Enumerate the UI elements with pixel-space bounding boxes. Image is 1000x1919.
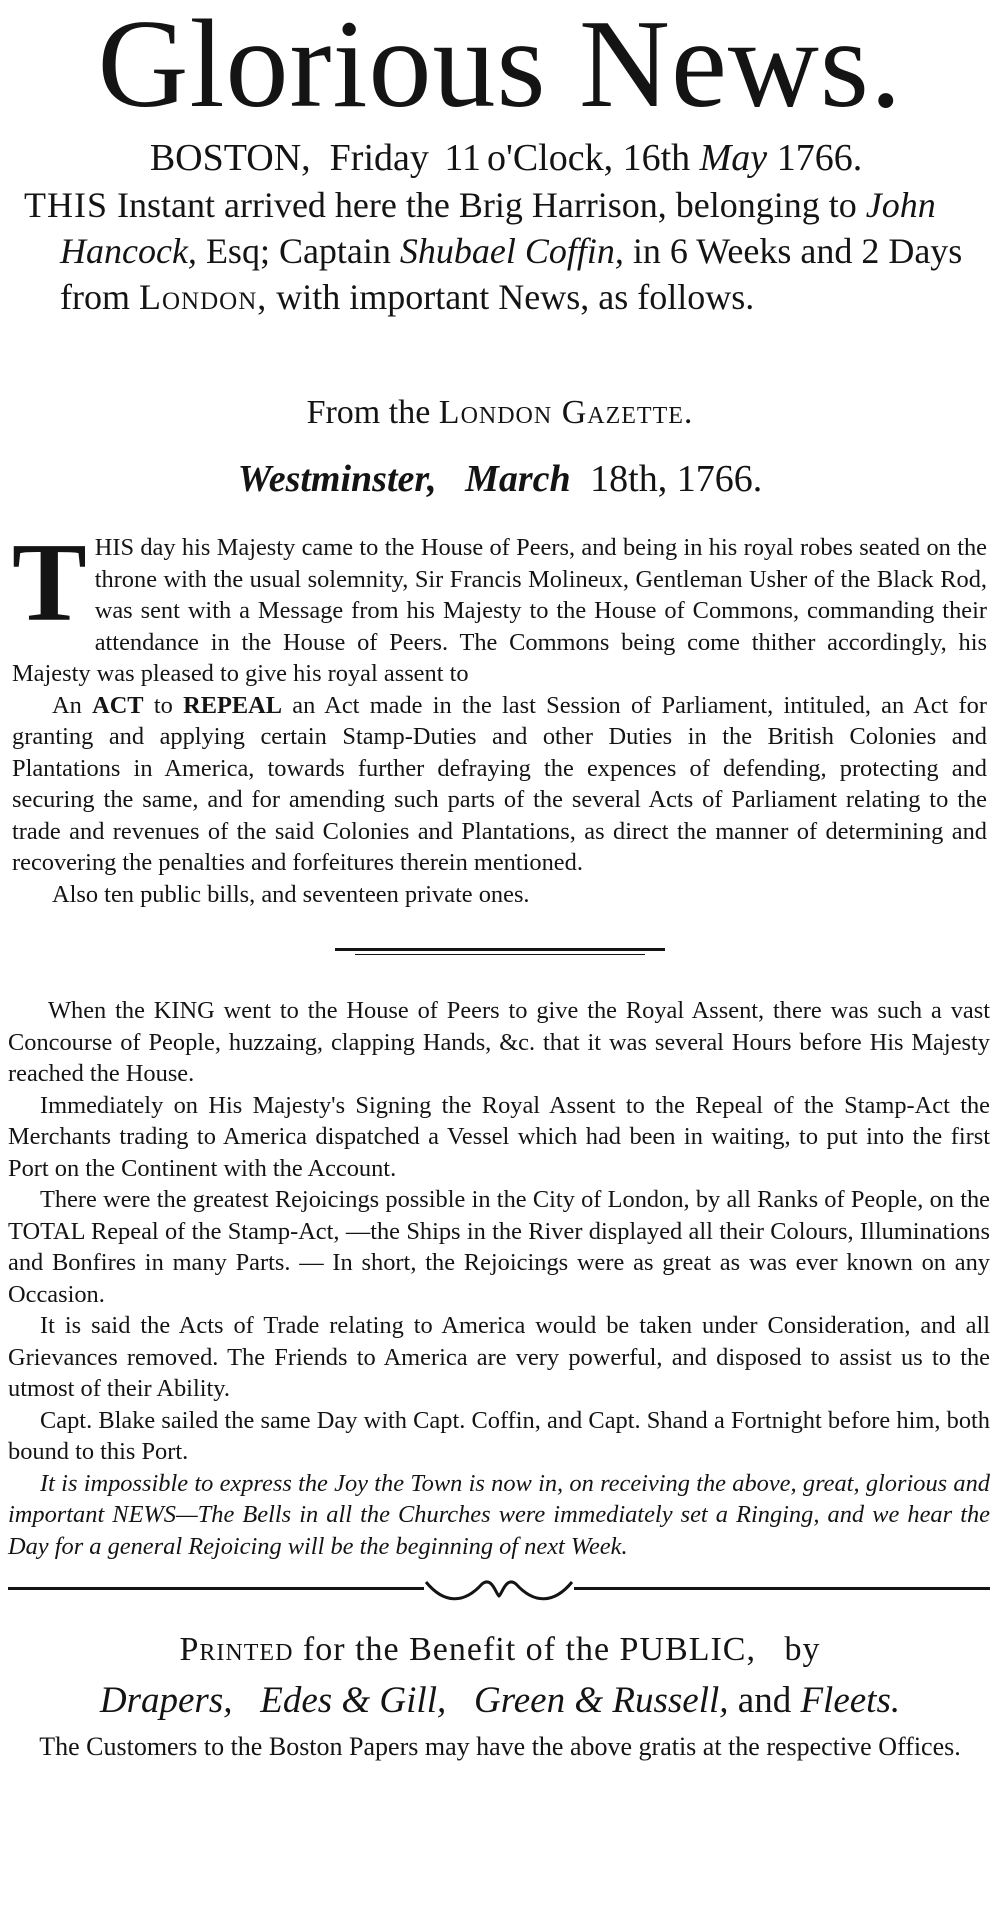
imprint-by: by	[784, 1631, 821, 1668]
imprint-printed: Printed	[179, 1631, 294, 1668]
dateline-year: 1766.	[776, 137, 863, 179]
intro-paragraph	[24, 182, 972, 320]
gazette-from: From the	[306, 394, 431, 431]
act-paragraph	[12, 690, 987, 879]
act-word: ACT	[92, 691, 144, 719]
gazette-date: 18th, 1766.	[590, 458, 763, 500]
ornament-flourish	[424, 1574, 574, 1602]
news-paragraph-king: When the KING went to the House of Peers to give the Royal Assent, there was such a vast Concourse of People, huzzaing, clapping Hands, &c. that it was several Hours before His Majesty reached the House.	[8, 997, 990, 1087]
proceedings-section	[0, 521, 987, 910]
ornament-line-right	[574, 1587, 990, 1590]
act-repeal: REPEAL	[183, 691, 283, 719]
proceedings-paragraph	[12, 521, 987, 690]
gazette-place: Westminster,	[237, 458, 437, 500]
act-prefix: An	[52, 691, 82, 719]
act-to: to	[153, 691, 173, 719]
dateline-date: 16th	[622, 137, 691, 179]
news-section	[0, 995, 1000, 1562]
intro-text-b: Esq; Captain	[205, 231, 391, 271]
ornamental-rule	[8, 1574, 990, 1602]
section-divider	[335, 948, 665, 951]
printer-edes-gill: Edes & Gill,	[260, 1680, 447, 1721]
gazette-dateline	[0, 456, 1000, 502]
dateline	[40, 134, 972, 182]
dateline-day: Friday	[329, 137, 429, 179]
gazette-name: London Gazette.	[438, 394, 694, 431]
intro-section	[0, 134, 1000, 320]
intro-owner: John Hancock,	[60, 185, 936, 271]
intro-captain: Shubael Coffin,	[399, 231, 624, 271]
intro-london: London,	[138, 277, 268, 317]
rejoicings-total: TOTAL	[8, 1217, 85, 1245]
gazette-month: March	[465, 458, 571, 500]
rejoicings-text-b: Repeal of the Stamp-Act, —the Ships in the River displayed all their Colours, Illuminations and Bonfires in many Parts. — In short, the Rejoicings were as great as was ever known on any Occasion.	[8, 1217, 990, 1308]
news-paragraph-captains: Capt. Blake sailed the same Day with Capt. Coffin, and Capt. Shand a Fortnight before him, both bound to this Port.	[8, 1406, 990, 1465]
customers-note: The Customers to the Boston Papers may have the above gratis at the respective Offices.	[39, 1732, 961, 1761]
printers-and: and	[737, 1680, 792, 1721]
gazette-heading	[0, 392, 1000, 434]
headline: Glorious News.	[97, 0, 903, 134]
intro-lead: THIS	[24, 185, 108, 225]
ornament-line-left	[8, 1587, 424, 1590]
printer-fleets: Fleets.	[800, 1680, 901, 1721]
dateline-month: May	[699, 137, 768, 179]
also-paragraph: Also ten public bills, and seventeen private ones.	[52, 880, 530, 908]
imprint-public: PUBLIC,	[619, 1631, 756, 1668]
rejoicings-text-a: There were the greatest Rejoicings possible in the City of London, by all Ranks of People, on the	[40, 1186, 990, 1213]
act-text: an Act made in the last Session of Parliament, intituled, an Act for granting and applying certain Stamp-Duties and other Duties in the British Colonies and Plantations in America, towards further defraying the expences of defending, protecting and securing the same, and for amending such parts of the several Acts of Parliament relating to the trade and revenues of the said Colonies and Plantations, as direct the manner of determining and recovering the penalties and forfeitures therein mentioned.	[12, 691, 987, 876]
proceedings-text: HIS day his Majesty came to the House of Peers, and being in his royal robes seated on the throne with the usual solemnity, Sir Francis Molineux, Gentleman Usher of the Black Rod, was sent with a Message from his Majesty to the House of Commons, commanding their attendance in the House of Peers. The Commons being come thither accordingly, his Majesty was pleased to give his royal assent to	[12, 534, 987, 687]
intro-text-a: Instant arrived here the Brig Harrison, belonging to	[117, 185, 857, 225]
printer-drapers: Drapers,	[99, 1680, 233, 1721]
news-paragraph-signing: Immediately on His Majesty's Signing the Royal Assent to the Repeal of the Stamp-Act the Merchants trading to America dispatched a Vessel which had been in waiting, to put into the first Port on the Continent with the Account.	[8, 1091, 990, 1182]
dateline-hour: 11	[444, 137, 481, 179]
imprint-benefit: for the Benefit of the	[302, 1631, 611, 1668]
news-paragraph-joy: It is impossible to express the Joy the Town is now in, on receiving the above, great, glorious and important NEWS—The Bells in all the Churches were immediately set a Ringing, and we hear the Day for a general Rejoicing will be the beginning of next Week.	[8, 1469, 990, 1560]
intro-text-d: with important News, as follows.	[276, 277, 755, 317]
drop-cap: T	[12, 521, 87, 645]
intro-text-c: in 6 Weeks and 2 Days from	[60, 231, 963, 317]
news-paragraph-rejoicings	[8, 1184, 990, 1310]
dateline-time-word: o'Clock,	[486, 137, 614, 179]
news-paragraph-trade: It is said the Acts of Trade relating to America would be taken under Consideration, and all Grievances removed. The Friends to America are very powerful, and disposed to assist us to the utmost of their Ability.	[8, 1312, 990, 1402]
printer-green-russell: Green & Russell,	[474, 1680, 729, 1721]
printers-line	[0, 1678, 1000, 1724]
imprint-line	[0, 1628, 1000, 1672]
dateline-city: BOSTON,	[149, 137, 311, 179]
